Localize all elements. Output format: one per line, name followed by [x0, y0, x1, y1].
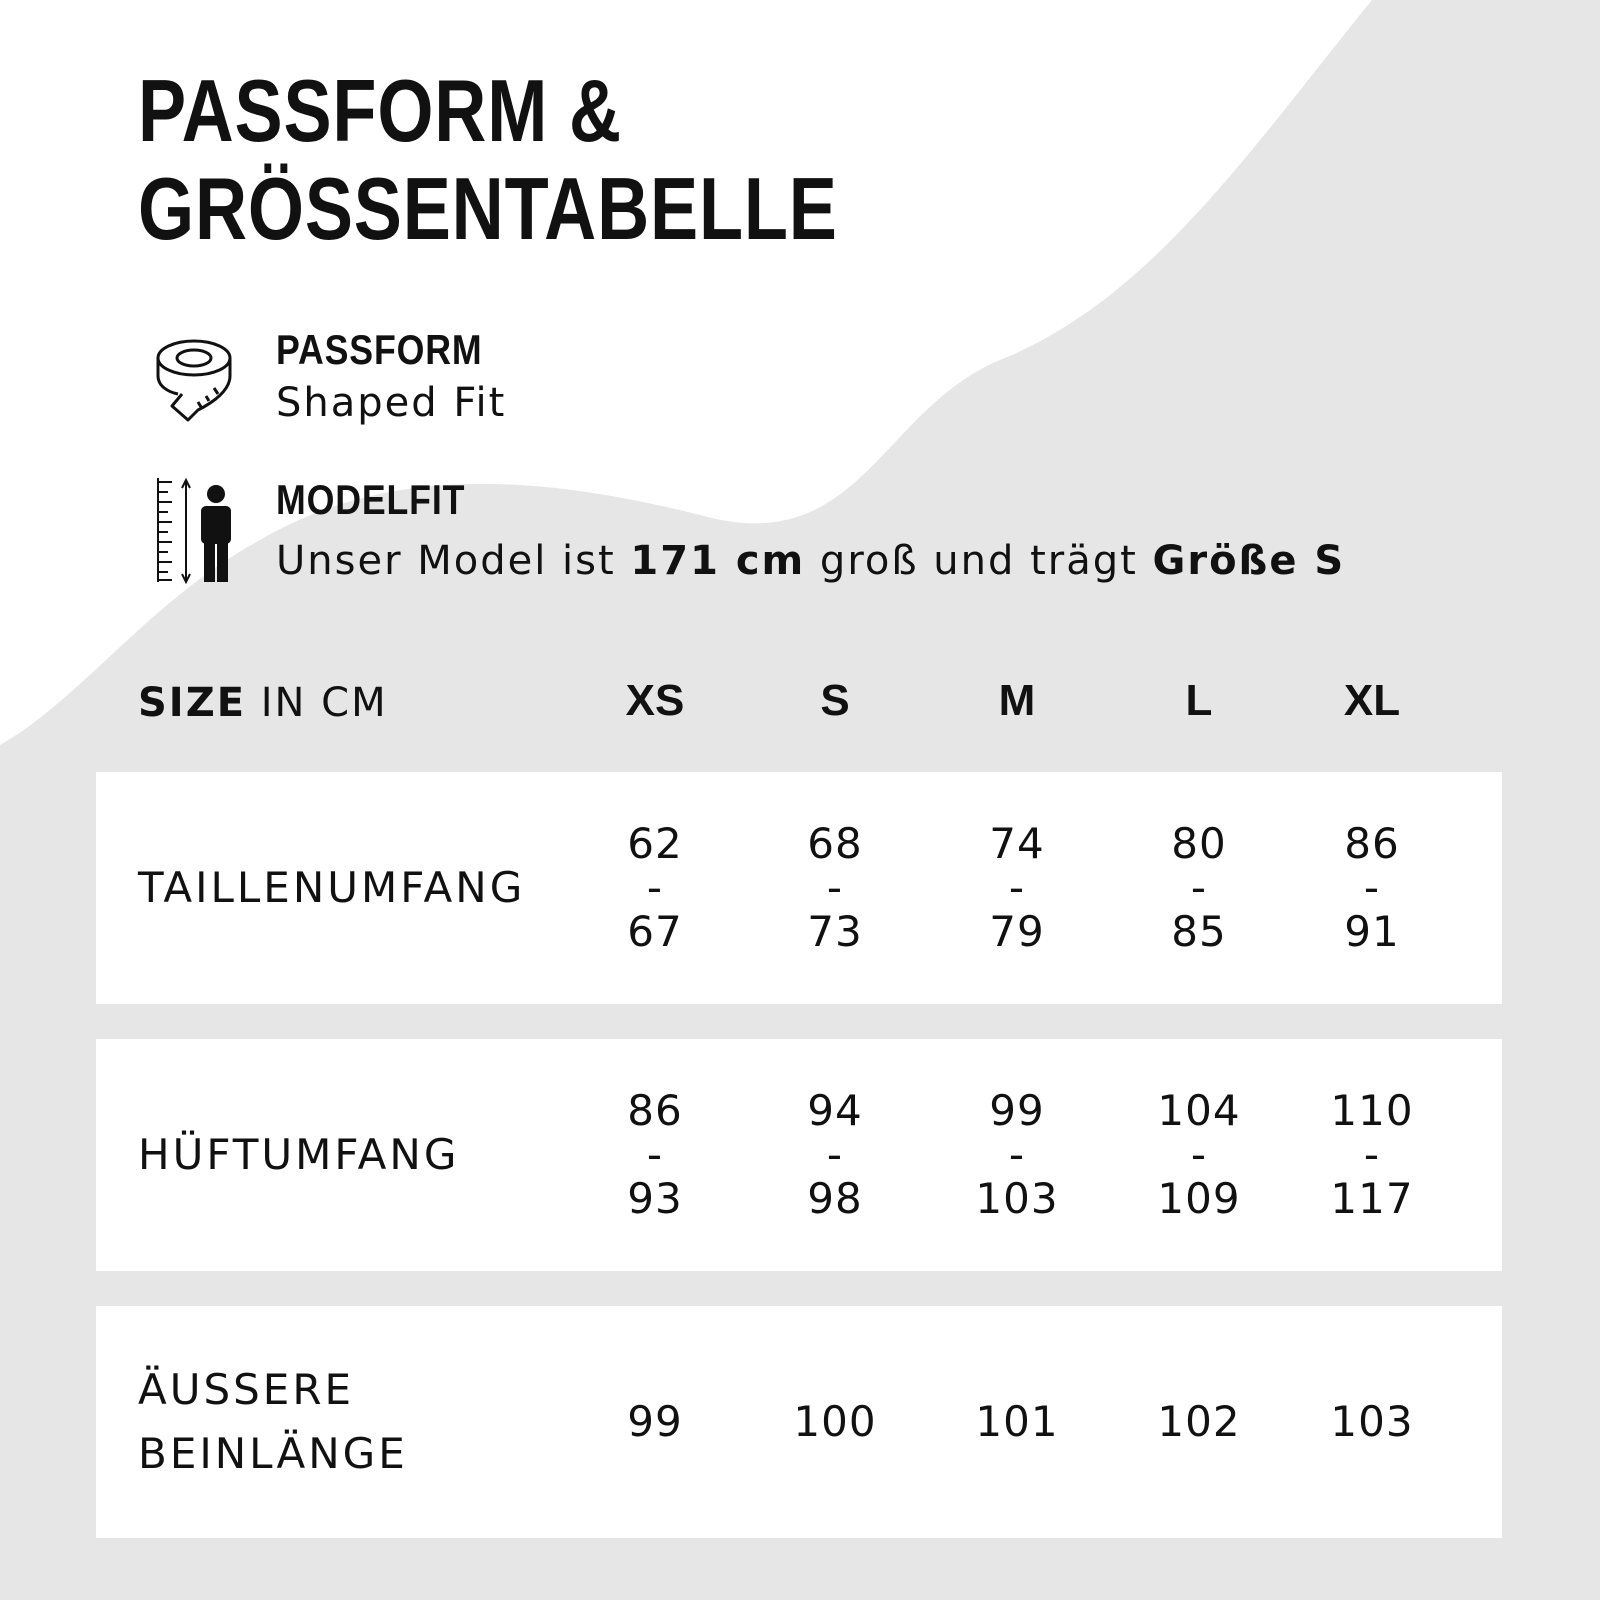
table-cell	[1292, 1039, 1452, 1271]
cell-from: 86	[1344, 819, 1400, 868]
cell-from: 99	[989, 1086, 1045, 1135]
table-row-leg-length	[96, 1306, 1502, 1538]
table-header-strong: SIZE	[138, 680, 247, 726]
cell-to: 103	[975, 1174, 1059, 1223]
cell-from: 80	[1171, 819, 1227, 868]
table-cell	[1119, 1306, 1279, 1538]
model-size-value: Größe S	[1152, 538, 1346, 584]
cell-value: 101	[975, 1397, 1059, 1446]
table-cell	[755, 772, 915, 1004]
modelfit-text-pre: Unser Model ist	[276, 538, 631, 584]
table-header-unit: IN CM	[246, 680, 388, 726]
model-height-value: 171 cm	[630, 538, 806, 584]
cell-from: 94	[807, 1086, 863, 1135]
cell-separator: -	[1008, 1130, 1026, 1179]
page-title	[138, 62, 838, 258]
table-cell	[755, 1306, 915, 1538]
table-cell	[575, 1039, 735, 1271]
cell-to: 85	[1171, 907, 1227, 956]
table-cell	[937, 772, 1097, 1004]
title-line-1: PASSFORM &	[138, 61, 622, 160]
cell-value: 103	[1330, 1397, 1414, 1446]
cell-separator: -	[1008, 863, 1026, 912]
cell-to: 93	[627, 1174, 683, 1223]
table-cell	[575, 1306, 735, 1538]
measuring-tape-icon	[154, 336, 236, 424]
cell-value: 102	[1157, 1397, 1241, 1446]
cell-separator: -	[646, 1130, 664, 1179]
size-header-l: L	[1185, 676, 1213, 725]
table-cell	[937, 1306, 1097, 1538]
table-cell	[1292, 1306, 1452, 1538]
cell-from: 68	[807, 819, 863, 868]
cell-separator: -	[1190, 1130, 1208, 1179]
cell-to: 117	[1330, 1174, 1414, 1223]
table-row-hip	[96, 1039, 1502, 1271]
table-cell	[1119, 1039, 1279, 1271]
table-cell	[937, 1039, 1097, 1271]
size-header-xs: XS	[625, 676, 685, 725]
table-header-label	[138, 680, 388, 726]
modelfit-text	[276, 538, 1345, 584]
cell-separator: -	[1190, 863, 1208, 912]
cell-to: 73	[807, 907, 863, 956]
passform-value: Shaped Fit	[276, 380, 507, 426]
cell-separator: -	[1363, 863, 1381, 912]
table-row-waist	[96, 772, 1502, 1004]
modelfit-label: MODELFIT	[276, 476, 466, 523]
cell-value: 100	[793, 1397, 877, 1446]
model-height-icon	[156, 476, 238, 584]
row-label: ÄUSSERE BEINLÄNGE	[138, 1365, 408, 1478]
cell-from: 110	[1330, 1086, 1414, 1135]
size-header-s: S	[820, 676, 850, 725]
cell-separator: -	[646, 863, 664, 912]
table-cell	[755, 1039, 915, 1271]
row-label: HÜFTUMFANG	[138, 1130, 460, 1179]
table-cell	[1119, 772, 1279, 1004]
modelfit-text-mid: groß und trägt	[805, 538, 1153, 584]
cell-separator: -	[826, 1130, 844, 1179]
cell-value: 99	[627, 1397, 683, 1446]
cell-to: 79	[989, 907, 1045, 956]
cell-from: 62	[627, 819, 683, 868]
table-cell	[575, 772, 735, 1004]
title-line-2: GRÖSSENTABELLE	[138, 159, 838, 258]
cell-separator: -	[826, 863, 844, 912]
cell-from: 74	[989, 819, 1045, 868]
cell-from: 86	[627, 1086, 683, 1135]
size-header-m: M	[998, 676, 1036, 725]
row-label: TAILLENUMFANG	[138, 863, 526, 912]
cell-to: 91	[1344, 907, 1400, 956]
passform-label: PASSFORM	[276, 326, 483, 373]
cell-from: 104	[1157, 1086, 1241, 1135]
cell-separator: -	[1363, 1130, 1381, 1179]
cell-to: 109	[1157, 1174, 1241, 1223]
cell-to: 67	[627, 907, 683, 956]
size-header-xl: XL	[1343, 676, 1401, 725]
cell-to: 98	[807, 1174, 863, 1223]
table-cell	[1292, 772, 1452, 1004]
